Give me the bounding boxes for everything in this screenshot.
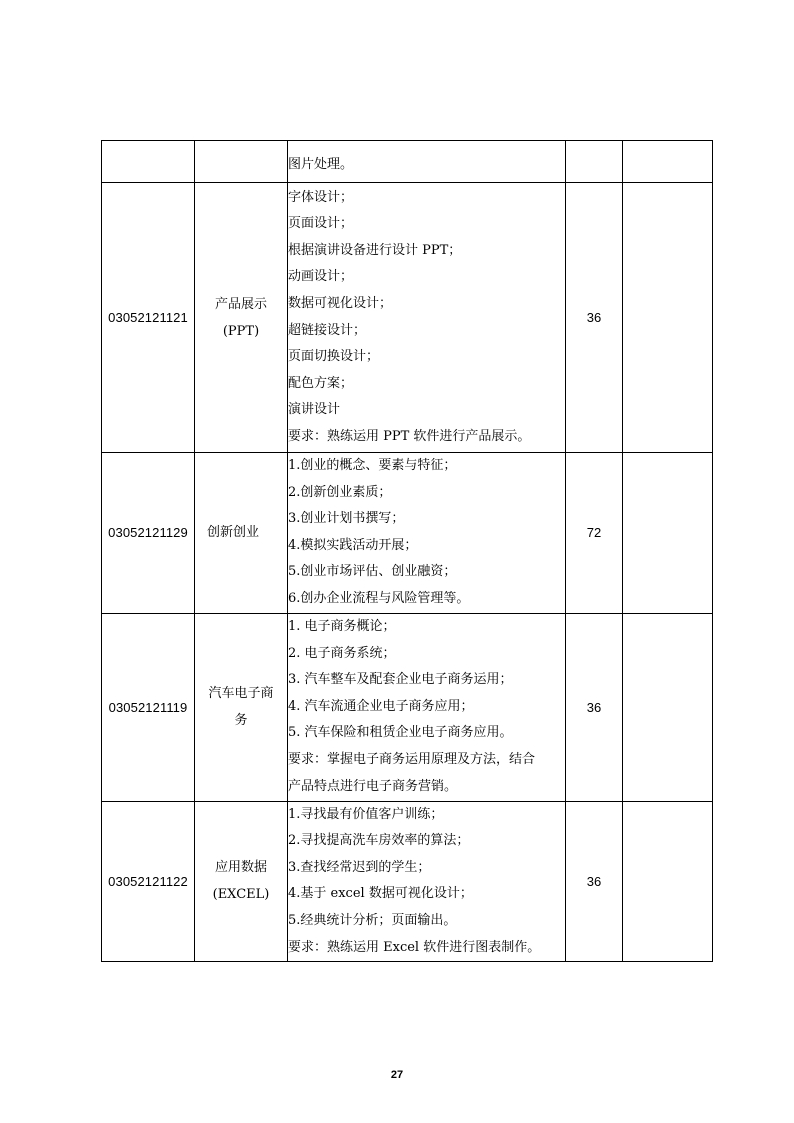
content-line: 2. 电子商务系统； <box>288 645 396 661</box>
course-hours-cell: 72 <box>566 453 623 614</box>
content-line: 页面设计； <box>288 216 354 232</box>
content-line: 3. 汽车整车及配套企业电子商务运用； <box>288 672 513 688</box>
content-line: 数据可视化设计； <box>288 295 393 311</box>
content-line: 5.创业市场评估、创业融资； <box>288 564 457 580</box>
course-code-cell: 03052121121 <box>102 183 195 453</box>
course-hours-cell <box>566 141 623 183</box>
content-line: 要求：掌握电子商务运用原理及方法，结合 <box>288 751 536 767</box>
course-content-cell <box>288 141 566 183</box>
content-line: 6.创办企业流程与风险管理等。 <box>288 590 470 606</box>
content-line: 产品特点进行电子商务营销。 <box>288 778 458 794</box>
course-remark-cell <box>623 141 713 183</box>
course-name-cell <box>195 141 288 183</box>
content-line: 页面切换设计； <box>288 349 380 365</box>
content-line: 5.经典统计分析；页面输出。 <box>288 912 457 928</box>
course-code-cell: 03052121119 <box>102 613 195 801</box>
content-line: 字体设计； <box>288 189 354 205</box>
content-line: 要求：熟练运用 PPT 软件进行产品展示。 <box>288 428 531 444</box>
content-line: 2.创新创业素质； <box>288 484 392 500</box>
content-line: 3.创业计划书撰写； <box>288 511 405 527</box>
course-content-cell <box>288 613 566 801</box>
content-line: 2.寻找提高洗车房效率的算法； <box>288 833 470 849</box>
course-code-cell: 03052121122 <box>102 801 195 962</box>
content-line: 4.基于 excel 数据可视化设计； <box>288 886 473 902</box>
table-row <box>102 141 713 183</box>
course-name-cell <box>195 453 288 614</box>
course-remark-cell <box>623 453 713 614</box>
content-line: 图片处理。 <box>288 157 354 173</box>
table-row <box>102 183 713 453</box>
course-hours-cell: 36 <box>566 801 623 962</box>
course-remark-cell <box>623 613 713 801</box>
course-remark-cell <box>623 183 713 453</box>
content-line: 配色方案； <box>288 375 354 391</box>
page-number: 27 <box>390 1069 404 1081</box>
course-name-cell <box>195 613 288 801</box>
course-code-cell <box>102 141 195 183</box>
content-line: 1.寻找最有价值客户训练； <box>288 806 444 822</box>
course-remark-cell <box>623 801 713 962</box>
content-line: 要求：熟练运用 Excel 软件进行图表制作。 <box>288 939 541 955</box>
content-line: 演讲设计 <box>288 402 341 418</box>
course-name-line: 汽车电子商 <box>208 686 274 702</box>
course-hours-cell: 36 <box>566 613 623 801</box>
course-name-line: (PPT) <box>222 323 260 339</box>
course-content-cell <box>288 453 566 614</box>
course-name-line: 产品展示 <box>214 296 267 312</box>
course-name-line: 创新创业 <box>207 525 260 541</box>
content-line: 1.创业的概念、要素与特征； <box>288 458 457 473</box>
course-name-line: 应用数据 <box>214 860 267 876</box>
course-name-cell <box>195 183 288 453</box>
content-line: 5. 汽车保险和租赁企业电子商务应用。 <box>288 725 513 741</box>
content-line: 超链接设计； <box>288 322 367 338</box>
content-line: 3.查找经常迟到的学生； <box>288 859 431 875</box>
content-line: 根据演讲设备进行设计 PPT； <box>288 242 462 258</box>
course-content-cell <box>288 183 566 453</box>
course-name-line: (EXCEL) <box>212 887 270 903</box>
table-row <box>102 801 713 962</box>
course-hours-cell: 36 <box>566 183 623 453</box>
content-line: 4. 汽车流通企业电子商务应用； <box>288 698 474 714</box>
course-content-cell <box>288 801 566 962</box>
content-line: 动画设计； <box>288 269 354 285</box>
content-line: 4.模拟实践活动开展； <box>288 537 418 553</box>
course-table <box>101 140 713 962</box>
course-code-cell: 03052121129 <box>102 453 195 614</box>
course-name-cell <box>195 801 288 962</box>
course-name-line: 务 <box>234 713 248 729</box>
table-row <box>102 453 713 614</box>
content-line: 1. 电子商务概论； <box>288 618 396 634</box>
table-row <box>102 613 713 801</box>
